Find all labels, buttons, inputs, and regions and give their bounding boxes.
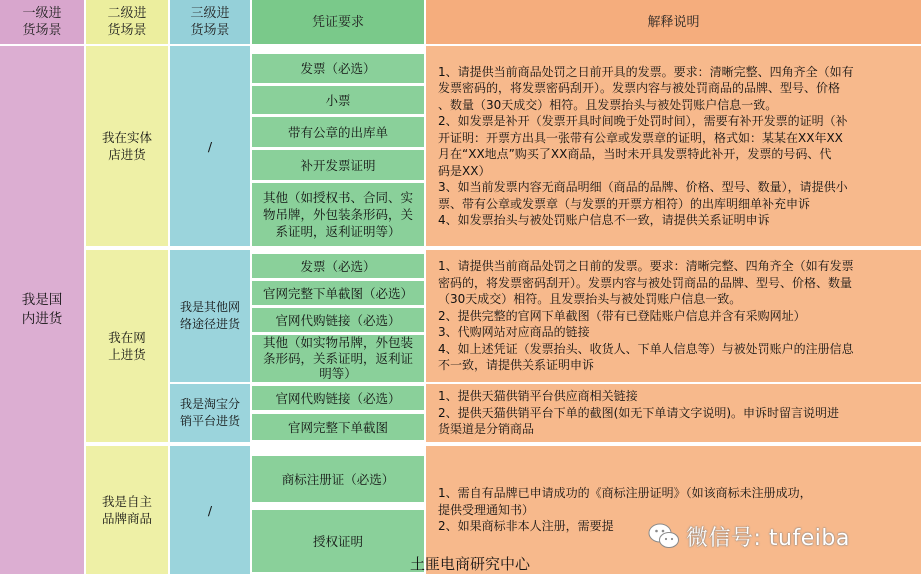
requirement-item: 其他（如实物吊牌，外包装 条形码，关系证明，返利证 明等）: [252, 335, 424, 382]
level3-none: /: [170, 46, 250, 246]
explanation-other-online: 1、请提供当前商品处罚之日前的发票。要求：清晰完整、四角齐全（如有发票 密码的，将发票密码刮开）。发票内容与被处罚商品的品牌、型号、价格、数量 （30天成交）相符。且发票抬头与被处罚账户信息一致。 2、提供完整的官网下单截图（带有已登陆账户信息并含有采购网址） 3、代购网站对应商品的链接 4、如上述凭证（发票抬头、收货人、下单人信息等）与被处罚账户的注册信息 不一致，请提供关系证明申诉: [426, 250, 921, 382]
requirement-item: 官网代购链接（必选）: [252, 386, 424, 410]
level2-physical-store: 我在实体 店进货: [86, 46, 168, 246]
requirement-item: 官网完整下单截图（必选）: [252, 281, 424, 305]
level3-other-online: 我是其他网 络途径进货: [170, 250, 250, 382]
header-level1: 一级进 货场景: [0, 0, 84, 44]
wechat-watermark: [648, 518, 850, 554]
level2-own-brand: 我是自主 品牌商品: [86, 446, 168, 574]
footer-source: 土匪电商研究中心: [410, 555, 531, 573]
wechat-icon: [648, 522, 680, 550]
requirement-item: 官网代购链接（必选）: [252, 308, 424, 332]
requirement-item: 带有公章的出库单: [252, 117, 424, 147]
header-level2: 二级进 货场景: [86, 0, 168, 44]
level2-online: 我在网 上进货: [86, 250, 168, 442]
level3-taobao-distribution: 我是淘宝分 销平台进货: [170, 384, 250, 442]
requirement-item: 发票（必选）: [252, 54, 424, 83]
explanation-physical-store: 1、请提供当前商品处罚之日前开具的发票。要求：清晰完整、四角齐全（如有 发票密码的，将发票密码刮开）。发票内容与被处罚商品的品牌、型号、价格 、数量（30天成交）相符。且发票抬头与被处罚账户信息一致。 2、如发票是补开（发票开具时间晚于处罚时间），需要有补开发票的证明（补 开证明：开票方出具一张带有公章或发票章的证明，格式如：某某在XX年XX 月在“XX地点”购买了XX商品，当时未开具发票特此补开，发票的号码、代 码是XX） 3、如当前发票内容无商品明细（商品的品牌、价格、型号、数量），请提供小 票、带有公章或发票章（与发票的开票方相符）的出库明细单补充申诉 4、如发票抬头与被处罚账户信息不一致，请提供关系证明申诉: [426, 46, 921, 246]
requirement-item: 小票: [252, 86, 424, 114]
header-level3: 三级进 货场景: [170, 0, 250, 44]
requirement-item: 其他（如授权书、合同、实 物吊牌，外包装条形码，关 系证明，返利证明等）: [252, 183, 424, 246]
header-requirements: 凭证要求: [252, 0, 424, 44]
requirement-item: 发票（必选）: [252, 254, 424, 278]
level1-domestic: 我是国 内进货: [0, 46, 84, 574]
requirement-item: 授权证明: [252, 510, 424, 572]
level3-none: /: [170, 446, 250, 574]
requirement-item: 官网完整下单截图: [252, 414, 424, 440]
requirement-item: 补开发票证明: [252, 150, 424, 180]
requirement-item: 商标注册证（必选）: [252, 456, 424, 502]
explanation-taobao: 1、提供天猫供销平台供应商相关链接 2、提供天猫供销平台下单的截图(如无下单请文字说明)。申诉时留言说明进 货渠道是分销商品: [426, 384, 921, 442]
header-explanation: 解释说明: [426, 0, 921, 44]
explanation-own-brand: 1、需自有品牌已申请成功的《商标注册证明》（如该商标未注册成功， 提供受理通知书） 2、如果商标非本人注册，需要提: [426, 446, 921, 574]
watermark-text: 微信号: tufeiba: [686, 525, 850, 551]
